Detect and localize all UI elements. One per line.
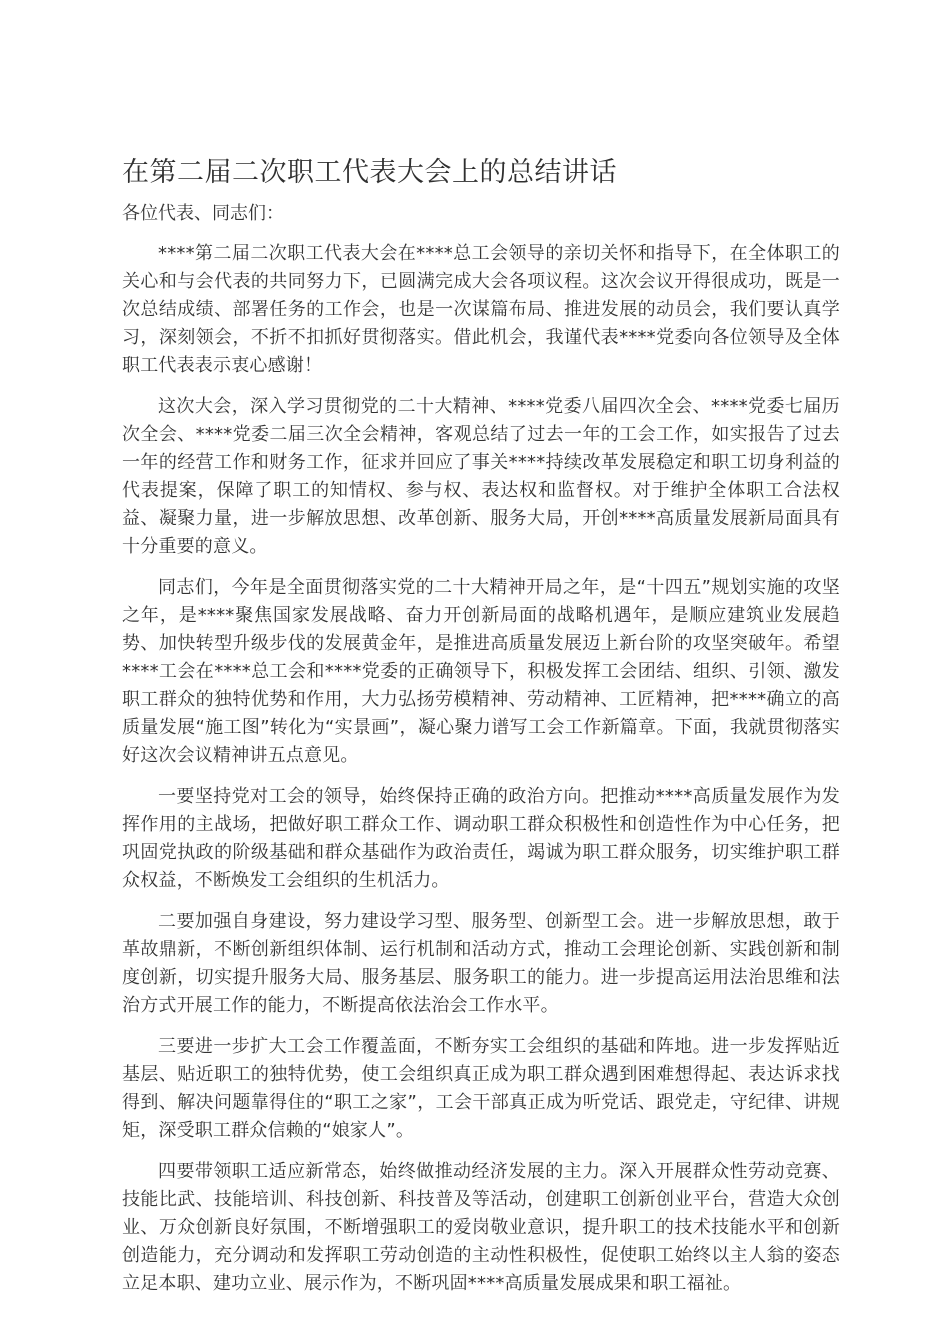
paragraph-3: 同志们，今年是全面贯彻落实党的二十大精神开局之年，是“十四五”规划实施的攻坚之年，是****聚焦国家发展战略、奋力开创新局面的战略机遇年，是顺应建筑业发展趋势、加快转型升级步伐的发展黄金年，是推进高质量发展迈上新台阶的攻坚突破年。希望****工会在****总工会和****党委的正确领导下，积极发挥工会团结、组织、引领、激发职工群众的独特优势和作用，大力弘扬劳模精神、劳动精神、工匠精神，把****确立的高质量发展“施工图”转化为“实景画”，凝心聚力谱写工会工作新篇章。下面，我就贯彻落实好这次会议精神讲五点意见。 xyxy=(122,577,840,766)
paragraph-4: 一要坚持党对工会的领导，始终保持正确的政治方向。把推动****高质量发展作为发挥作用的主战场，把做好职工群众工作、调动职工群众积极性和创造性作为中心任务，把巩固党执政的阶级基础和群众基础作为政治责任，竭诚为职工群众服务，切实维护职工群众权益，不断焕发工会组织的生机活力。 xyxy=(122,786,840,891)
document-page xyxy=(122,150,840,1311)
document-title: 在第二届二次职工代表大会上的总结讲话 xyxy=(122,157,617,188)
paragraph-6: 三要进一步扩大工会工作覆盖面，不断夯实工会组织的基础和阵地。进一步发挥贴近基层、贴近职工的独特优势，使工会组织真正成为职工群众遇到困难想得起、表达诉求找得到、解决问题靠得住的“职工之家”，工会干部真正成为听党话、跟党走，守纪律、讲规矩，深受职工群众信赖的“娘家人”。 xyxy=(122,1036,840,1141)
paragraph-5: 二要加强自身建设，努力建设学习型、服务型、创新型工会。进一步解放思想，敢于革故鼎新，不断创新组织体制、运行机制和活动方式，推动工会理论创新、实践创新和制度创新，切实提升服务大局、服务基层、服务职工的能力。进一步提高运用法治思维和法治方式开展工作的能力，不断提高依法治会工作水平。 xyxy=(122,911,840,1016)
paragraph-7: 四要带领职工适应新常态，始终做推动经济发展的主力。深入开展群众性劳动竞赛、技能比武、技能培训、科技创新、科技普及等活动，创建职工创新创业平台，营造大众创业、万众创新良好氛围，不断增强职工的爱岗敬业意识，提升职工的技术技能水平和创新创造能力，充分调动和发挥职工劳动创造的主动性积极性，促使职工始终以主人翁的姿态立足本职、建功立业、展示作为，不断巩固****高质量发展成果和职工福祉。 xyxy=(122,1161,840,1294)
paragraph-2: 这次大会，深入学习贯彻党的二十大精神、****党委八届四次全会、****党委七届历次全会、****党委二届三次全会精神，客观总结了过去一年的工会工作，如实报告了过去一年的经营工作和财务工作，征求并回应了事关****持续改革发展稳定和职工切身利益的代表提案，保障了职工的知情权、参与权、表达权和监督权。对于维护全体职工合法权益、凝聚力量，进一步解放思想、改革创新、服务大局，开创****高质量发展新局面具有十分重要的意义。 xyxy=(122,396,840,557)
salutation: 各位代表、同志们： xyxy=(122,203,284,224)
paragraph-1: ****第二届二次职工代表大会在****总工会领导的亲切关怀和指导下，在全体职工的关心和与会代表的共同努力下，已圆满完成大会各项议程。这次会议开得很成功，既是一次总结成绩、部署任务的工作会，也是一次谋篇布局、推进发展的动员会，我们要认真学习，深刻领会，不折不扣抓好贯彻落实。借此机会，我谨代表****党委向各位领导及全体职工代表表示衷心感谢！ xyxy=(122,243,840,376)
